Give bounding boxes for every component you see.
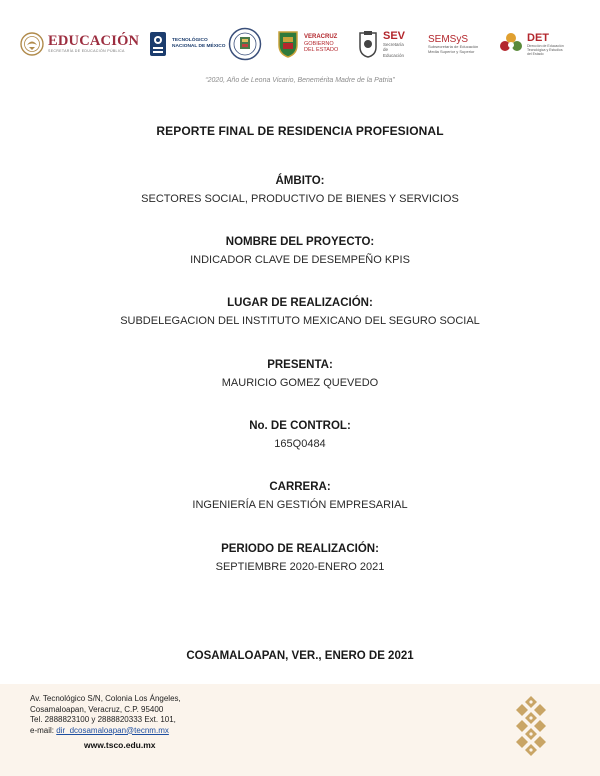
section-value: INGENIERÍA EN GESTIÓN EMPRESARIAL [192, 499, 408, 511]
section-label: CARRERA: [269, 481, 331, 493]
section-value: INDICADOR CLAVE DE DESEMPEÑO KPIS [190, 254, 410, 266]
section-label: No. DE CONTROL: [249, 420, 351, 432]
page-footer [0, 684, 600, 776]
veracruz-line3: DEL ESTADO [304, 47, 339, 54]
email-link[interactable]: dir_dcosamaloapan@tecnm.mx [56, 725, 169, 735]
tecnm-logo [148, 24, 225, 64]
sev-logo [357, 24, 405, 64]
section-label: NOMBRE DEL PROYECTO: [225, 236, 375, 248]
semsys-logo [428, 24, 478, 64]
decorative-knot-emblem-icon [510, 694, 552, 760]
sep-name: EDUCACIÓN [48, 33, 140, 49]
phone-line: Tel. 2888823100 y 2888820333 Ext. 101, [30, 715, 176, 724]
veracruz-line1: VERACRUZ [304, 34, 338, 41]
section-period [0, 540, 600, 576]
sep-subtitle: SECRETARÍA DE EDUCACIÓN PÚBLICA [48, 49, 125, 53]
det-flower-icon [498, 31, 524, 57]
section-ambito [0, 172, 600, 208]
report-title: REPORTE FINAL DE RESIDENCIA PROFESIONAL [156, 124, 444, 138]
veracruz-shield-icon [276, 29, 300, 59]
section-career [0, 478, 600, 514]
sev-crest-icon [357, 29, 379, 59]
semsys-line1: Subsecretaría de Educación [428, 43, 479, 49]
tecnm-gear-icon [148, 29, 168, 59]
veracruz-line2: GOBIERNO [304, 41, 334, 48]
section-value: 165Q0484 [274, 438, 326, 450]
section-value: MAURICIO GOMEZ QUEVEDO [221, 377, 379, 389]
header-logos [20, 24, 580, 64]
institute-seal-icon [228, 27, 262, 61]
det-line3: del Estado [527, 52, 544, 56]
email-label: e-mail: [30, 725, 57, 735]
section-label: LUGAR DE REALIZACIÓN: [227, 297, 373, 309]
sev-line3: Educación [383, 52, 405, 58]
tecnm-line2: NACIONAL DE MÉXICO [172, 44, 226, 49]
det-logo [498, 24, 564, 64]
section-label: PERIODO DE REALIZACIÓN: [221, 543, 379, 555]
address-line-1: Av. Tecnológico S/N, Colonia Los Ángeles, [30, 694, 181, 703]
section-location [0, 294, 600, 330]
det-name: DET [527, 31, 549, 44]
institute-seal-logo [228, 24, 262, 64]
address-line-2: Cosamaloapan, Veracruz, C.P. 95400 [30, 704, 164, 714]
section-project-name [0, 233, 600, 269]
section-control-number [0, 417, 600, 453]
tecnm-line1: TECNOLÓGICO [172, 38, 208, 44]
year-motto: “2020, Año de Leona Vicario, Benemérita Madre de la Patria” [205, 77, 395, 84]
det-line2: Tecnológica y Estudios [527, 47, 563, 52]
section-value: SUBDELEGACION DEL INSTITUTO MEXICANO DEL SEGURO SOCIAL [120, 315, 480, 327]
section-presenter [0, 356, 600, 392]
section-value: SEPTIEMBRE 2020-ENERO 2021 [215, 561, 385, 573]
veracruz-logo [276, 24, 338, 64]
sep-eagle-emblem-icon [20, 32, 44, 56]
section-value: SECTORES SOCIAL, PRODUCTIVO DE BIENES Y SERVICIOS [141, 193, 459, 205]
footer-address [30, 694, 181, 736]
sep-logo [20, 24, 139, 64]
sev-line1: Secretaría [383, 42, 404, 48]
website-link[interactable]: www.tsco.edu.mx [84, 740, 156, 750]
email-line [30, 726, 181, 737]
sev-line2: de [383, 47, 389, 53]
semsys-name: SEMSyS [428, 33, 469, 45]
place-and-date: COSAMALOAPAN, VER., ENERO DE 2021 [186, 650, 414, 662]
sev-name: SEV [383, 30, 406, 43]
section-label: PRESENTA: [267, 359, 333, 371]
semsys-line2: Media Superior y Superior [428, 48, 475, 54]
section-label: ÁMBITO: [275, 175, 325, 187]
det-line1: Dirección de Educación [527, 43, 564, 48]
